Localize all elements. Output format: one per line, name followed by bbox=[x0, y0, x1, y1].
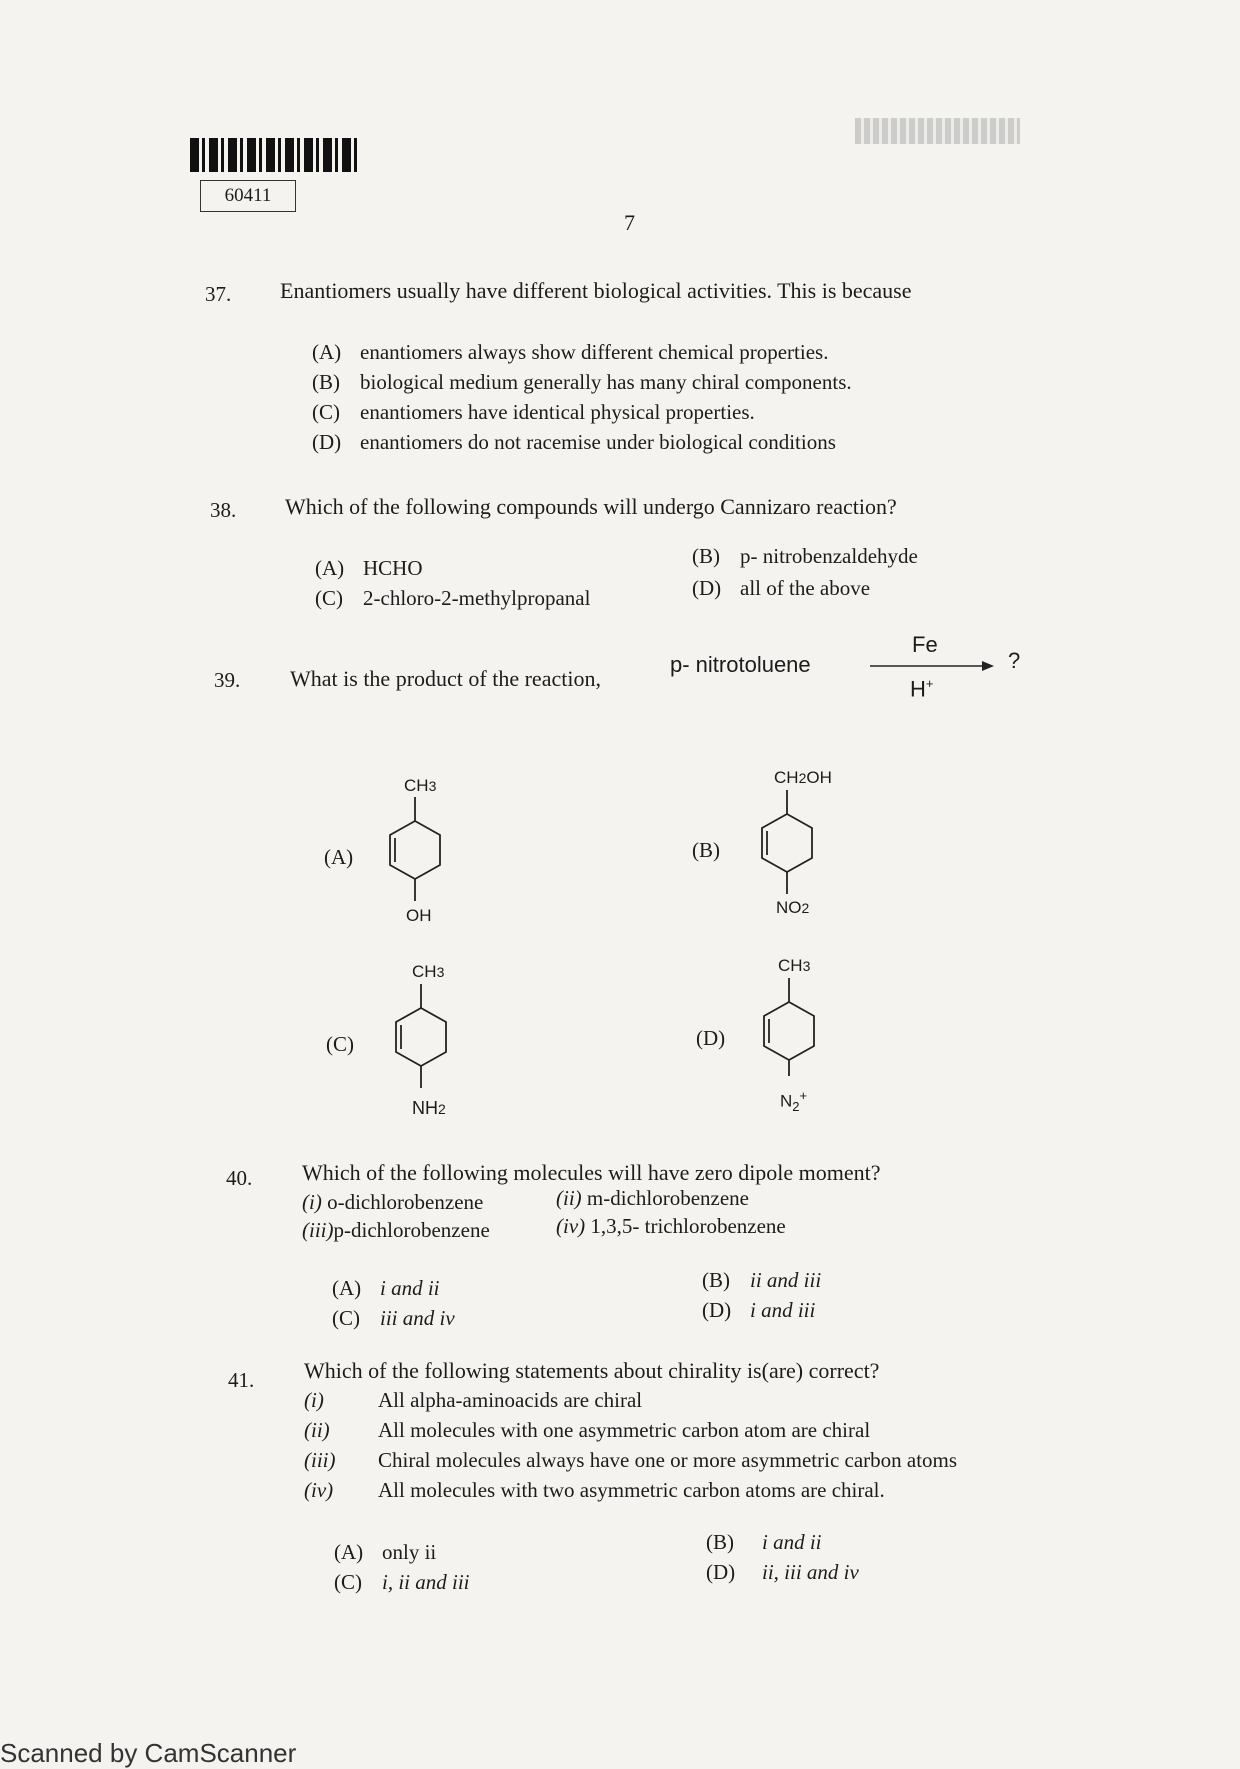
item-iv: (iv) 1,3,5- trichlorobenzene bbox=[556, 1214, 786, 1238]
substituent-top: CH3 bbox=[778, 956, 811, 975]
substituent-bottom: NO2 bbox=[776, 898, 810, 917]
option-c: (C) enantiomers have identical physical properties. bbox=[312, 400, 755, 424]
question-text: Which of the following statements about chirality is(are) correct? bbox=[304, 1358, 880, 1383]
question-text: Enantiomers usually have different biological activities. This is because bbox=[280, 278, 912, 303]
page-number: 7 bbox=[624, 210, 635, 235]
option-a: (A) only ii bbox=[334, 1540, 437, 1564]
option-d: (D) i and iii bbox=[702, 1298, 816, 1322]
product-unknown: ? bbox=[1008, 648, 1021, 673]
barcode bbox=[190, 138, 360, 172]
reactant: p- nitrotoluene bbox=[670, 652, 811, 677]
option-a-label: (A) bbox=[324, 845, 354, 869]
option-b: (B) p- nitrobenzaldehyde bbox=[692, 544, 918, 568]
item-ii: (ii) m-dichlorobenzene bbox=[556, 1186, 749, 1210]
question-number: 40. bbox=[226, 1166, 253, 1190]
question-number: 37. bbox=[205, 282, 232, 306]
stamp-mark bbox=[855, 118, 1020, 144]
option-b: (B) ii and iii bbox=[702, 1268, 822, 1292]
option-d: (D) enantiomers do not racemise under biological conditions bbox=[312, 430, 836, 454]
option-c-label: (C) bbox=[326, 1032, 354, 1056]
reaction-arrow bbox=[870, 660, 995, 672]
substituent-bottom: $N_2^+$ bbox=[780, 1088, 808, 1115]
substituent-top: CH2OH bbox=[774, 768, 832, 787]
item-iv: (iv) All molecules with two asymmetric carbon atoms are chiral. bbox=[304, 1478, 885, 1502]
item-iii: (iii) Chiral molecules always have one or more asymmetric carbon atoms bbox=[304, 1448, 958, 1472]
item-i: (i) o-dichlorobenzene bbox=[302, 1190, 484, 1214]
substituent-bottom: NH2 bbox=[412, 1098, 446, 1118]
reagent-top: Fe bbox=[912, 632, 938, 657]
question-number: 39. bbox=[214, 668, 241, 692]
item-ii: (ii) All molecules with one asymmetric carbon atom are chiral bbox=[304, 1418, 871, 1442]
option-d: (D) all of the above bbox=[692, 576, 871, 600]
question-number: 38. bbox=[210, 498, 237, 522]
option-c: (C) iii and iv bbox=[332, 1306, 455, 1330]
item-i: (i) All alpha-aminoacids are chiral bbox=[304, 1388, 643, 1412]
substituent-bottom: OH bbox=[406, 906, 432, 925]
option-c: (C) i, ii and iii bbox=[334, 1570, 470, 1594]
option-b-label: (B) bbox=[692, 838, 720, 862]
option-b: (B) biological medium generally has many chiral components. bbox=[312, 370, 852, 394]
substituent-top: CH3 bbox=[412, 962, 445, 981]
paper-code: 60411 bbox=[200, 180, 296, 212]
benzene-ring bbox=[752, 788, 822, 908]
benzene-ring bbox=[386, 982, 456, 1102]
option-d: (D) ii, iii and iv bbox=[706, 1560, 859, 1584]
question-text: What is the product of the reaction, bbox=[290, 666, 601, 691]
option-a: (A) HCHO bbox=[315, 556, 423, 580]
question-text: Which of the following molecules will have zero dipole moment? bbox=[302, 1160, 881, 1185]
benzene-ring bbox=[380, 795, 450, 915]
option-c: (C) 2-chloro-2-methylpropanal bbox=[315, 586, 591, 610]
reagent-bottom: H+ bbox=[910, 676, 934, 702]
substituent-top: CH3 bbox=[404, 776, 437, 795]
option-a: (A) enantiomers always show different chemical properties. bbox=[312, 340, 829, 364]
item-iii: (iii)p-dichlorobenzene bbox=[302, 1218, 490, 1242]
scanner-watermark: Scanned by CamScanner bbox=[0, 1738, 297, 1768]
benzene-ring bbox=[754, 976, 824, 1096]
option-d-label: (D) bbox=[696, 1026, 726, 1050]
question-number: 41. bbox=[228, 1368, 255, 1392]
question-text: Which of the following compounds will undergo Cannizaro reaction? bbox=[285, 494, 897, 519]
option-b: (B) i and ii bbox=[706, 1530, 822, 1554]
option-a: (A) i and ii bbox=[332, 1276, 440, 1300]
